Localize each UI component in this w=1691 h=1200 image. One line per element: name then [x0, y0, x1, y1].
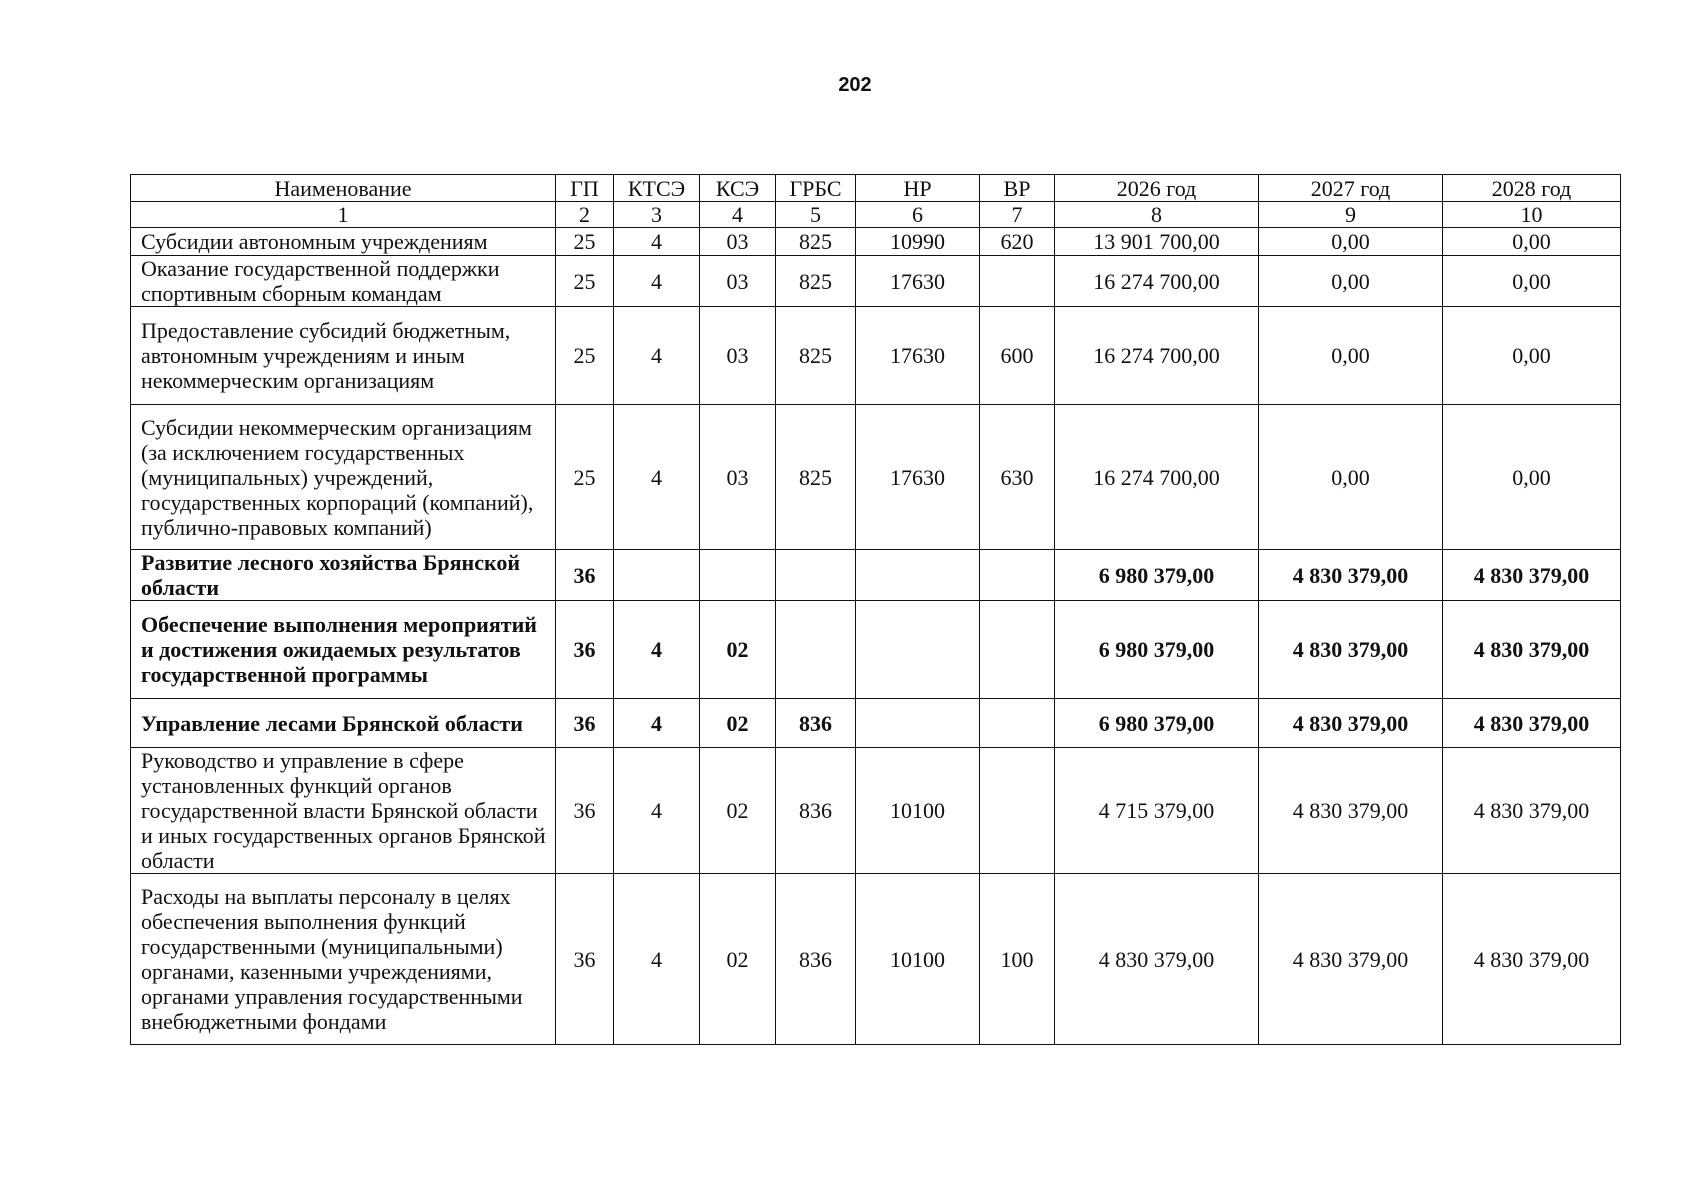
cell-grbs [776, 550, 856, 601]
cell-nr [856, 699, 980, 748]
page-number: 202 [838, 74, 872, 96]
budget-table [130, 174, 1621, 1045]
cell-grbs: 825 [776, 256, 856, 307]
column-number: 1 [131, 202, 556, 228]
cell-kse: 02 [700, 601, 776, 699]
cell-2027: 0,00 [1259, 228, 1443, 256]
cell-vr: 630 [980, 405, 1055, 550]
header-row [131, 175, 1621, 202]
cell-2028: 0,00 [1443, 405, 1621, 550]
table-row [131, 874, 1621, 1045]
cell-2027: 4 830 379,00 [1259, 550, 1443, 601]
cell-grbs: 836 [776, 699, 856, 748]
table-body [131, 228, 1621, 1045]
column-number-row [131, 202, 1621, 228]
cell-name: Развитие лесного хозяйства Брянской области [131, 550, 556, 601]
column-number: 3 [614, 202, 700, 228]
cell-ktse: 4 [614, 405, 700, 550]
table-row [131, 601, 1621, 699]
cell-name: Оказание государственной поддержки спортивным сборным командам [131, 256, 556, 307]
cell-name: Руководство и управление в сфере установленных функций органов государственной власти Брянской области и иных государственных органов Брянской области [131, 748, 556, 874]
header-nr: НР [856, 175, 980, 202]
cell-gp: 36 [556, 601, 614, 699]
header-2027: 2027 год [1259, 175, 1443, 202]
cell-2026: 4 830 379,00 [1055, 874, 1259, 1045]
cell-nr: 17630 [856, 405, 980, 550]
cell-ktse: 4 [614, 256, 700, 307]
cell-kse: 02 [700, 874, 776, 1045]
cell-ktse: 4 [614, 601, 700, 699]
cell-vr [980, 699, 1055, 748]
cell-nr: 17630 [856, 307, 980, 405]
cell-gp: 36 [556, 748, 614, 874]
cell-2028: 4 830 379,00 [1443, 699, 1621, 748]
cell-ktse: 4 [614, 307, 700, 405]
cell-vr [980, 601, 1055, 699]
cell-gp: 25 [556, 228, 614, 256]
cell-vr [980, 550, 1055, 601]
cell-kse: 03 [700, 307, 776, 405]
cell-grbs [776, 601, 856, 699]
cell-ktse: 4 [614, 748, 700, 874]
header-ktse: КТСЭ [614, 175, 700, 202]
cell-kse [700, 550, 776, 601]
cell-name: Субсидии автономным учреждениям [131, 228, 556, 256]
cell-vr [980, 748, 1055, 874]
cell-2027: 0,00 [1259, 307, 1443, 405]
cell-2026: 13 901 700,00 [1055, 228, 1259, 256]
header-2026: 2026 год [1055, 175, 1259, 202]
cell-nr: 10990 [856, 228, 980, 256]
cell-grbs: 825 [776, 405, 856, 550]
cell-gp: 36 [556, 550, 614, 601]
column-number: 8 [1055, 202, 1259, 228]
cell-2028: 0,00 [1443, 307, 1621, 405]
cell-nr: 17630 [856, 256, 980, 307]
cell-nr [856, 601, 980, 699]
table-row [131, 256, 1621, 307]
cell-2028: 0,00 [1443, 256, 1621, 307]
cell-vr: 100 [980, 874, 1055, 1045]
table-row [131, 405, 1621, 550]
table-row [131, 550, 1621, 601]
cell-ktse: 4 [614, 228, 700, 256]
cell-kse: 03 [700, 405, 776, 550]
table-row [131, 748, 1621, 874]
cell-gp: 36 [556, 699, 614, 748]
column-number: 6 [856, 202, 980, 228]
column-number: 10 [1443, 202, 1621, 228]
cell-gp: 25 [556, 256, 614, 307]
cell-2027: 4 830 379,00 [1259, 874, 1443, 1045]
cell-grbs: 825 [776, 307, 856, 405]
header-2028: 2028 год [1443, 175, 1621, 202]
cell-2026: 16 274 700,00 [1055, 256, 1259, 307]
cell-2027: 4 830 379,00 [1259, 601, 1443, 699]
cell-kse: 03 [700, 228, 776, 256]
cell-2026: 6 980 379,00 [1055, 550, 1259, 601]
cell-grbs: 825 [776, 228, 856, 256]
header-gp: ГП [556, 175, 614, 202]
column-number: 2 [556, 202, 614, 228]
header-vr: ВР [980, 175, 1055, 202]
cell-ktse: 4 [614, 699, 700, 748]
cell-kse: 02 [700, 748, 776, 874]
cell-nr: 10100 [856, 748, 980, 874]
header-name: Наименование [131, 175, 556, 202]
cell-2026: 16 274 700,00 [1055, 307, 1259, 405]
cell-2028: 0,00 [1443, 228, 1621, 256]
cell-2026: 16 274 700,00 [1055, 405, 1259, 550]
cell-name: Расходы на выплаты персоналу в целях обеспечения выполнения функций государственными (муниципальными) органами, казенными учреждениями, органами управления государственными внебюджетными фондами [131, 874, 556, 1045]
cell-2028: 4 830 379,00 [1443, 748, 1621, 874]
cell-2027: 4 830 379,00 [1259, 699, 1443, 748]
column-number: 5 [776, 202, 856, 228]
cell-vr: 620 [980, 228, 1055, 256]
header-grbs: ГРБС [776, 175, 856, 202]
table-row [131, 307, 1621, 405]
cell-name: Управление лесами Брянской области [131, 699, 556, 748]
cell-gp: 25 [556, 307, 614, 405]
cell-2028: 4 830 379,00 [1443, 601, 1621, 699]
cell-2027: 0,00 [1259, 256, 1443, 307]
cell-grbs: 836 [776, 748, 856, 874]
cell-2026: 6 980 379,00 [1055, 699, 1259, 748]
cell-kse: 02 [700, 699, 776, 748]
cell-2027: 4 830 379,00 [1259, 748, 1443, 874]
header-kse: КСЭ [700, 175, 776, 202]
cell-2026: 6 980 379,00 [1055, 601, 1259, 699]
cell-2028: 4 830 379,00 [1443, 874, 1621, 1045]
cell-grbs: 836 [776, 874, 856, 1045]
column-number: 7 [980, 202, 1055, 228]
cell-2027: 0,00 [1259, 405, 1443, 550]
table-row [131, 228, 1621, 256]
cell-ktse: 4 [614, 874, 700, 1045]
cell-name: Субсидии некоммерческим организациям (за исключением государственных (муниципальных) учреждений, государственных корпораций (компаний), публично-правовых компаний) [131, 405, 556, 550]
cell-name: Обеспечение выполнения мероприятий и достижения ожидаемых результатов государственной программы [131, 601, 556, 699]
cell-ktse [614, 550, 700, 601]
cell-nr: 10100 [856, 874, 980, 1045]
cell-vr [980, 256, 1055, 307]
cell-gp: 36 [556, 874, 614, 1045]
cell-gp: 25 [556, 405, 614, 550]
column-number: 4 [700, 202, 776, 228]
cell-name: Предоставление субсидий бюджетным, автономным учреждениям и иным некоммерческим организациям [131, 307, 556, 405]
cell-vr: 600 [980, 307, 1055, 405]
cell-nr [856, 550, 980, 601]
cell-2028: 4 830 379,00 [1443, 550, 1621, 601]
column-number: 9 [1259, 202, 1443, 228]
cell-kse: 03 [700, 256, 776, 307]
table-row [131, 699, 1621, 748]
cell-2026: 4 715 379,00 [1055, 748, 1259, 874]
